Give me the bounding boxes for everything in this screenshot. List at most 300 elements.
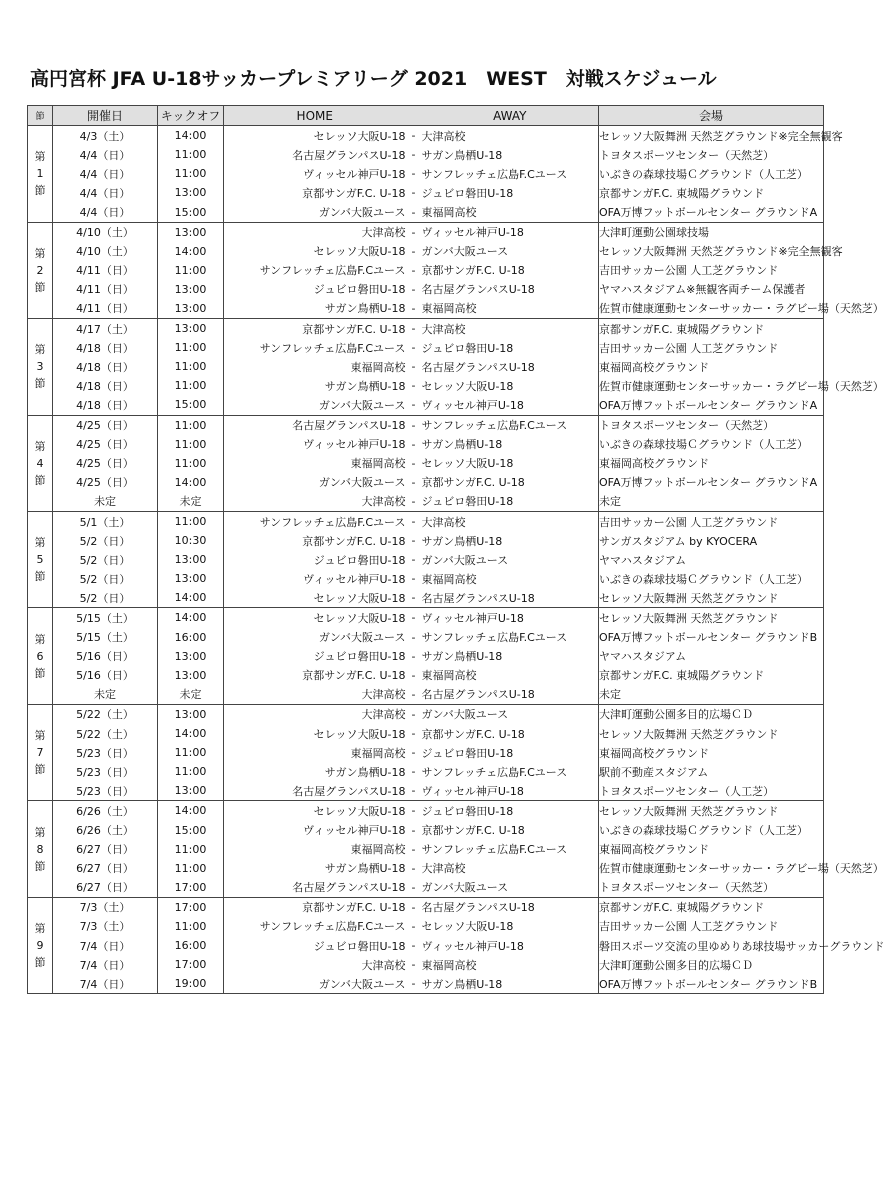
match-row <box>28 376 824 395</box>
round-label <box>28 415 53 511</box>
round-label-char: 7 <box>36 746 44 760</box>
match-away-team: サガン鳥栖U-18 <box>422 531 599 550</box>
match-venue: 未定 <box>599 492 824 512</box>
match-away-team: セレッソ大阪U-18 <box>422 454 599 473</box>
match-away-team: セレッソ大阪U-18 <box>422 376 599 395</box>
match-kickoff: 10:30 <box>158 531 224 550</box>
match-date: 未定 <box>53 492 158 512</box>
match-separator: - <box>411 765 416 779</box>
match-away-team: 京都サンガF.C. U-18 <box>422 473 599 492</box>
round-label-char: 節 <box>34 956 46 970</box>
match-kickoff: 13:00 <box>158 666 224 685</box>
match-venue: ヤマハスタジアム <box>599 647 824 666</box>
match-date: 5/22（土） <box>53 724 158 743</box>
match-separator: - <box>406 299 422 319</box>
match-separator: - <box>411 668 416 682</box>
match-away-team: ガンバ大阪ユース <box>422 242 599 261</box>
match-separator: - <box>411 282 416 296</box>
match-row <box>28 473 824 492</box>
match-away-team: ジュビロ磐田U-18 <box>422 338 599 357</box>
match-row <box>28 724 824 743</box>
match-row <box>28 299 824 319</box>
match-home-team: サガン鳥栖U-18 <box>224 299 406 319</box>
match-date: 4/18（日） <box>53 395 158 415</box>
match-date: 4/4（日） <box>53 164 158 183</box>
match-home-team: 京都サンガF.C. U-18 <box>302 669 406 683</box>
match-venue: 京都サンガF.C. 東城陽グラウンド <box>599 897 824 917</box>
match-separator: - <box>411 572 416 586</box>
header-away: AWAY <box>422 106 599 126</box>
match-kickoff: 11:00 <box>158 743 224 762</box>
match-venue: 佐賀市健康運動センターサッカー・ラグビー場（天然芝） <box>599 376 824 395</box>
round-label-char: 8 <box>36 842 44 856</box>
match-kickoff: 16:00 <box>158 936 224 955</box>
match-separator: - <box>411 167 416 181</box>
match-away-team: 大津高校 <box>422 859 599 878</box>
match-away-team: ジュビロ磐田U-18 <box>422 801 599 821</box>
header-date: 開催日 <box>53 106 158 126</box>
schedule-table <box>27 105 884 994</box>
round-label-char: 5 <box>36 553 44 567</box>
match-date: 5/15（土） <box>53 628 158 647</box>
match-home-team: 大津高校 <box>361 958 406 972</box>
match-row <box>28 685 824 705</box>
match-separator: - <box>411 475 416 489</box>
match-row <box>28 917 824 936</box>
match-away-team: セレッソ大阪U-18 <box>422 917 599 936</box>
match-kickoff: 11:00 <box>158 917 224 936</box>
match-kickoff: 14:00 <box>158 242 224 261</box>
match-row <box>28 859 824 878</box>
match-home-team: ガンバ大阪ユース <box>318 631 406 645</box>
match-away-team: 東福岡高校 <box>422 569 599 588</box>
match-kickoff: 11:00 <box>158 164 224 183</box>
match-kickoff: 13:00 <box>158 704 224 724</box>
match-venue: 東福岡高校グラウンド <box>599 743 824 762</box>
match-row <box>28 454 824 473</box>
match-away-team: 東福岡高校 <box>422 666 599 685</box>
match-away-team: 名古屋グランパスU-18 <box>422 280 599 299</box>
match-home-team: 大津高校 <box>224 222 406 242</box>
match-home-team: サガン鳥栖U-18 <box>324 765 406 779</box>
round-label-char: 第 <box>34 246 46 260</box>
match-row <box>28 569 824 588</box>
match-separator: - <box>411 746 416 760</box>
match-venue: 駅前不動産スタジアム <box>599 762 824 781</box>
match-away-team: 名古屋グランパスU-18 <box>422 357 599 376</box>
round-label-char: 節 <box>34 473 46 487</box>
round-label-char: 第 <box>34 825 46 839</box>
round-label-char: 第 <box>34 632 46 646</box>
match-venue: いぶきの森球技場Ｃグラウンド（人工芝） <box>599 569 824 588</box>
match-venue: 東福岡高校グラウンド <box>599 454 824 473</box>
match-away-team: 東福岡高校 <box>422 202 599 222</box>
match-away-team: 京都サンガF.C. U-18 <box>422 724 599 743</box>
match-row <box>28 164 824 183</box>
match-date: 4/17（土） <box>53 319 158 339</box>
round-label-char: 節 <box>34 666 46 680</box>
match-row <box>28 261 824 280</box>
match-venue: 吉田サッカー公園 人工芝グラウンド <box>599 261 824 280</box>
match-date: 6/27（日） <box>53 840 158 859</box>
match-away-team: 名古屋グランパスU-18 <box>422 685 599 705</box>
match-separator: - <box>411 341 416 355</box>
match-kickoff: 15:00 <box>158 820 224 839</box>
match-kickoff: 11:00 <box>158 357 224 376</box>
match-home-team: サガン鳥栖U-18 <box>324 379 406 393</box>
match-kickoff: 13:00 <box>158 647 224 666</box>
match-row <box>28 145 824 164</box>
match-home-team: ガンバ大阪ユース <box>318 476 406 490</box>
match-row <box>28 704 824 724</box>
match-kickoff: 11:00 <box>158 454 224 473</box>
match-venue: 東福岡高校グラウンド <box>599 357 824 376</box>
match-separator: - <box>411 861 416 875</box>
match-kickoff: 未定 <box>158 492 224 512</box>
match-separator: - <box>406 685 422 705</box>
match-kickoff: 17:00 <box>158 897 224 917</box>
match-kickoff: 11:00 <box>158 338 224 357</box>
header-home: HOME <box>224 106 406 126</box>
match-date: 5/2（日） <box>53 550 158 569</box>
match-kickoff: 14:00 <box>158 608 224 628</box>
match-venue: いぶきの森球技場Ｃグラウンド（人工芝） <box>599 164 824 183</box>
match-kickoff: 13:00 <box>158 781 224 801</box>
match-separator: - <box>406 319 422 339</box>
header-venue: 会場 <box>599 106 824 126</box>
match-row <box>28 897 824 917</box>
match-home-team: 東福岡高校 <box>350 360 406 374</box>
match-home-team: 大津高校 <box>224 704 406 724</box>
match-away-team: サンフレッチェ広島F.Cユース <box>422 840 599 859</box>
match-venue: トヨタスポーツセンター（天然芝） <box>599 878 824 898</box>
match-date: 7/3（土） <box>53 917 158 936</box>
round-label <box>28 319 53 415</box>
match-date: 6/26（土） <box>53 820 158 839</box>
match-home-team: 東福岡高校 <box>350 457 406 471</box>
match-venue: OFA万博フットボールセンター グラウンドA <box>599 202 824 222</box>
match-home-team: ジュビロ磐田U-18 <box>313 650 406 664</box>
match-separator: - <box>411 649 416 663</box>
match-separator: - <box>406 202 422 222</box>
match-row <box>28 588 824 608</box>
match-row <box>28 878 824 898</box>
match-home-team: 名古屋グランパスU-18 <box>224 415 406 435</box>
match-home-team: セレッソ大阪U-18 <box>313 245 406 259</box>
match-row <box>28 492 824 512</box>
match-away-team: サガン鳥栖U-18 <box>422 647 599 666</box>
match-home-team: 名古屋グランパスU-18 <box>292 148 406 162</box>
match-home-team: 大津高校 <box>224 685 406 705</box>
match-separator: - <box>411 939 416 953</box>
match-separator: - <box>411 244 416 258</box>
match-date: 4/18（日） <box>53 357 158 376</box>
match-separator: - <box>406 974 422 994</box>
match-kickoff: 17:00 <box>158 955 224 974</box>
match-venue: 大津町運動公園球技場 <box>599 222 824 242</box>
match-venue: 磐田スポーツ交流の里ゆめりあ球技場サッカーグラウンド <box>599 936 824 955</box>
match-away-team: サンフレッチェ広島F.Cユース <box>422 415 599 435</box>
match-row <box>28 511 824 531</box>
match-kickoff: 13:00 <box>158 550 224 569</box>
match-date: 4/18（日） <box>53 376 158 395</box>
match-venue: 未定 <box>599 685 824 705</box>
match-kickoff: 14:00 <box>158 473 224 492</box>
match-venue: 吉田サッカー公園 人工芝グラウンド <box>599 511 824 531</box>
round-label-char: 第 <box>34 729 46 743</box>
match-date: 5/16（日） <box>53 647 158 666</box>
match-home-team: サンフレッチェ広島F.Cユース <box>259 341 406 355</box>
match-home-team: 東福岡高校 <box>350 843 406 857</box>
match-date: 7/3（土） <box>53 897 158 917</box>
match-row <box>28 666 824 685</box>
match-kickoff: 14:00 <box>158 724 224 743</box>
match-home-team: ヴィッセル神戸U-18 <box>303 438 406 452</box>
match-kickoff: 15:00 <box>158 202 224 222</box>
match-home-team: 東福岡高校 <box>350 746 406 760</box>
match-kickoff: 11:00 <box>158 376 224 395</box>
match-venue: OFA万博フットボールセンター グラウンドA <box>599 395 824 415</box>
round-label-char: 3 <box>36 360 44 374</box>
match-separator: - <box>406 511 422 531</box>
match-kickoff: 11:00 <box>158 145 224 164</box>
match-kickoff: 13:00 <box>158 222 224 242</box>
match-date: 7/4（日） <box>53 936 158 955</box>
match-kickoff: 13:00 <box>158 183 224 202</box>
match-kickoff: 17:00 <box>158 878 224 898</box>
match-venue: 佐賀市健康運動センターサッカー・ラグビー場（天然芝） <box>599 299 824 319</box>
match-home-team: セレッソ大阪U-18 <box>224 588 406 608</box>
match-away-team: ヴィッセル神戸U-18 <box>422 936 599 955</box>
match-venue: セレッソ大阪舞洲 天然芝グラウンド <box>599 608 824 628</box>
match-kickoff: 11:00 <box>158 859 224 878</box>
match-row <box>28 319 824 339</box>
round-label-char: 節 <box>34 859 46 873</box>
match-away-team: ガンバ大阪ユース <box>422 878 599 898</box>
match-separator: - <box>406 415 422 435</box>
round-label-char: 2 <box>36 263 44 277</box>
match-home-team: セレッソ大阪U-18 <box>313 727 406 741</box>
match-home-team: ジュビロ磐田U-18 <box>313 553 406 567</box>
match-date: 5/1（土） <box>53 511 158 531</box>
round-label-char: 第 <box>34 536 46 550</box>
match-row <box>28 781 824 801</box>
match-row <box>28 974 824 994</box>
match-separator: - <box>411 360 416 374</box>
header-section: 節 <box>28 106 53 126</box>
match-date: 未定 <box>53 685 158 705</box>
match-kickoff: 14:00 <box>158 126 224 146</box>
round-label-char: 節 <box>34 184 46 198</box>
round-label-char: 第 <box>34 343 46 357</box>
match-separator: - <box>406 492 422 512</box>
match-separator: - <box>406 395 422 415</box>
match-home-team: 京都サンガF.C. U-18 <box>302 186 406 200</box>
match-row <box>28 415 824 435</box>
match-date: 4/11（日） <box>53 261 158 280</box>
match-date: 5/16（日） <box>53 666 158 685</box>
match-separator: - <box>411 437 416 451</box>
round-label <box>28 511 53 607</box>
match-venue: トヨタスポーツセンター（人工芝） <box>599 781 824 801</box>
match-date: 5/23（日） <box>53 743 158 762</box>
match-separator: - <box>411 379 416 393</box>
match-row <box>28 222 824 242</box>
match-row <box>28 202 824 222</box>
schedule-body <box>28 126 884 994</box>
match-away-team: 京都サンガF.C. U-18 <box>422 820 599 839</box>
match-home-team: 京都サンガF.C. U-18 <box>302 534 406 548</box>
match-home-team: 大津高校 <box>224 492 406 512</box>
match-venue: トヨタスポーツセンター（天然芝） <box>599 415 824 435</box>
match-venue: 京都サンガF.C. 東城陽グラウンド <box>599 666 824 685</box>
match-row <box>28 280 824 299</box>
match-date: 6/27（日） <box>53 878 158 898</box>
header-row <box>28 106 824 126</box>
match-away-team: 大津高校 <box>422 126 599 146</box>
match-separator: - <box>411 727 416 741</box>
match-kickoff: 未定 <box>158 685 224 705</box>
match-row <box>28 550 824 569</box>
match-row <box>28 183 824 202</box>
match-date: 5/2（日） <box>53 588 158 608</box>
round-label <box>28 126 53 222</box>
round-label-char: 6 <box>36 649 44 663</box>
match-kickoff: 11:00 <box>158 435 224 454</box>
round-label-char: 節 <box>34 570 46 584</box>
match-home-team: ガンバ大阪ユース <box>224 395 406 415</box>
match-date: 6/26（土） <box>53 801 158 821</box>
match-home-team: サンフレッチェ広島F.Cユース <box>259 920 406 934</box>
match-date: 4/11（日） <box>53 280 158 299</box>
match-home-team: セレッソ大阪U-18 <box>224 608 406 628</box>
match-date: 5/15（土） <box>53 608 158 628</box>
match-kickoff: 13:00 <box>158 280 224 299</box>
match-venue: 佐賀市健康運動センターサッカー・ラグビー場（天然芝） <box>599 859 824 878</box>
match-away-team: サガン鳥栖U-18 <box>422 974 599 994</box>
header-kickoff: キックオフ <box>158 106 224 126</box>
match-row <box>28 820 824 839</box>
match-venue: 京都サンガF.C. 東城陽グラウンド <box>599 319 824 339</box>
match-separator: - <box>406 704 422 724</box>
match-row <box>28 338 824 357</box>
round-label-char: 第 <box>34 439 46 453</box>
match-home-team: ヴィッセル神戸U-18 <box>303 167 406 181</box>
match-row <box>28 801 824 821</box>
match-away-team: 名古屋グランパスU-18 <box>422 897 599 917</box>
match-away-team: ヴィッセル神戸U-18 <box>422 395 599 415</box>
match-home-team: ジュビロ磐田U-18 <box>313 939 406 953</box>
round-label-char: 節 <box>34 377 46 391</box>
match-separator: - <box>411 630 416 644</box>
match-kickoff: 15:00 <box>158 395 224 415</box>
match-date: 4/11（日） <box>53 299 158 319</box>
round-label-char: 節 <box>34 763 46 777</box>
match-separator: - <box>411 958 416 972</box>
match-row <box>28 395 824 415</box>
match-row <box>28 743 824 762</box>
match-date: 4/25（日） <box>53 454 158 473</box>
match-kickoff: 11:00 <box>158 415 224 435</box>
match-separator: - <box>406 897 422 917</box>
page-title: 高円宮杯 JFA U-18サッカープレミアリーグ 2021 WEST 対戦スケジュール <box>30 68 717 90</box>
match-venue: トヨタスポーツセンター（天然芝） <box>599 145 824 164</box>
match-row <box>28 762 824 781</box>
match-separator: - <box>411 553 416 567</box>
match-venue: OFA万博フットボールセンター グラウンドB <box>599 628 824 647</box>
match-kickoff: 11:00 <box>158 762 224 781</box>
match-venue: サンガスタジアム by KYOCERA <box>599 531 824 550</box>
header-divider <box>406 106 422 126</box>
match-venue: 東福岡高校グラウンド <box>599 840 824 859</box>
match-away-team: サンフレッチェ広島F.Cユース <box>422 164 599 183</box>
match-home-team: サンフレッチェ広島F.Cユース <box>224 511 406 531</box>
match-away-team: ヴィッセル神戸U-18 <box>422 608 599 628</box>
match-home-team: ヴィッセル神戸U-18 <box>303 572 406 586</box>
match-date: 5/23（日） <box>53 781 158 801</box>
match-home-team: ガンバ大阪ユース <box>224 202 406 222</box>
match-away-team: ジュビロ磐田U-18 <box>422 743 599 762</box>
match-home-team: 名古屋グランパスU-18 <box>224 878 406 898</box>
match-venue: 大津町運動公園多目的広場ＣＤ <box>599 955 824 974</box>
match-away-team: ジュビロ磐田U-18 <box>422 492 599 512</box>
round-label-char: 4 <box>36 456 44 470</box>
match-venue: OFA万博フットボールセンター グラウンドA <box>599 473 824 492</box>
match-separator: - <box>411 823 416 837</box>
match-date: 4/10（土） <box>53 222 158 242</box>
match-home-team: セレッソ大阪U-18 <box>224 126 406 146</box>
match-venue: ヤマハスタジアム※無観客両チーム保護者 <box>599 280 824 299</box>
match-date: 7/4（日） <box>53 974 158 994</box>
match-home-team: サガン鳥栖U-18 <box>324 862 406 876</box>
match-venue: ヤマハスタジアム <box>599 550 824 569</box>
match-kickoff: 16:00 <box>158 628 224 647</box>
match-row <box>28 936 824 955</box>
match-away-team: 大津高校 <box>422 511 599 531</box>
round-label <box>28 801 53 897</box>
match-date: 5/2（日） <box>53 531 158 550</box>
match-date: 4/4（日） <box>53 145 158 164</box>
match-kickoff: 19:00 <box>158 974 224 994</box>
match-date: 5/22（土） <box>53 704 158 724</box>
match-home-team: ジュビロ磐田U-18 <box>313 283 406 297</box>
match-date: 4/25（日） <box>53 435 158 454</box>
match-separator: - <box>406 126 422 146</box>
match-separator: - <box>411 534 416 548</box>
match-separator: - <box>406 588 422 608</box>
match-row <box>28 242 824 261</box>
match-venue: セレッソ大阪舞洲 天然芝グラウンド <box>599 724 824 743</box>
match-venue: セレッソ大阪舞洲 天然芝グラウンド <box>599 588 824 608</box>
match-separator: - <box>411 842 416 856</box>
match-row <box>28 955 824 974</box>
match-row <box>28 126 824 146</box>
match-row <box>28 531 824 550</box>
match-kickoff: 14:00 <box>158 801 224 821</box>
match-date: 5/2（日） <box>53 569 158 588</box>
match-away-team: ヴィッセル神戸U-18 <box>422 781 599 801</box>
round-label <box>28 608 53 704</box>
match-home-team: 京都サンガF.C. U-18 <box>224 319 406 339</box>
match-venue: いぶきの森球技場Ｃグラウンド（人工芝） <box>599 820 824 839</box>
round-label <box>28 897 53 993</box>
match-date: 4/4（日） <box>53 183 158 202</box>
match-away-team: ガンバ大阪ユース <box>422 550 599 569</box>
match-away-team: サンフレッチェ広島F.Cユース <box>422 628 599 647</box>
match-separator: - <box>411 456 416 470</box>
match-venue: セレッソ大阪舞洲 天然芝グラウンド※完全無観客 <box>599 242 824 261</box>
match-kickoff: 13:00 <box>158 569 224 588</box>
